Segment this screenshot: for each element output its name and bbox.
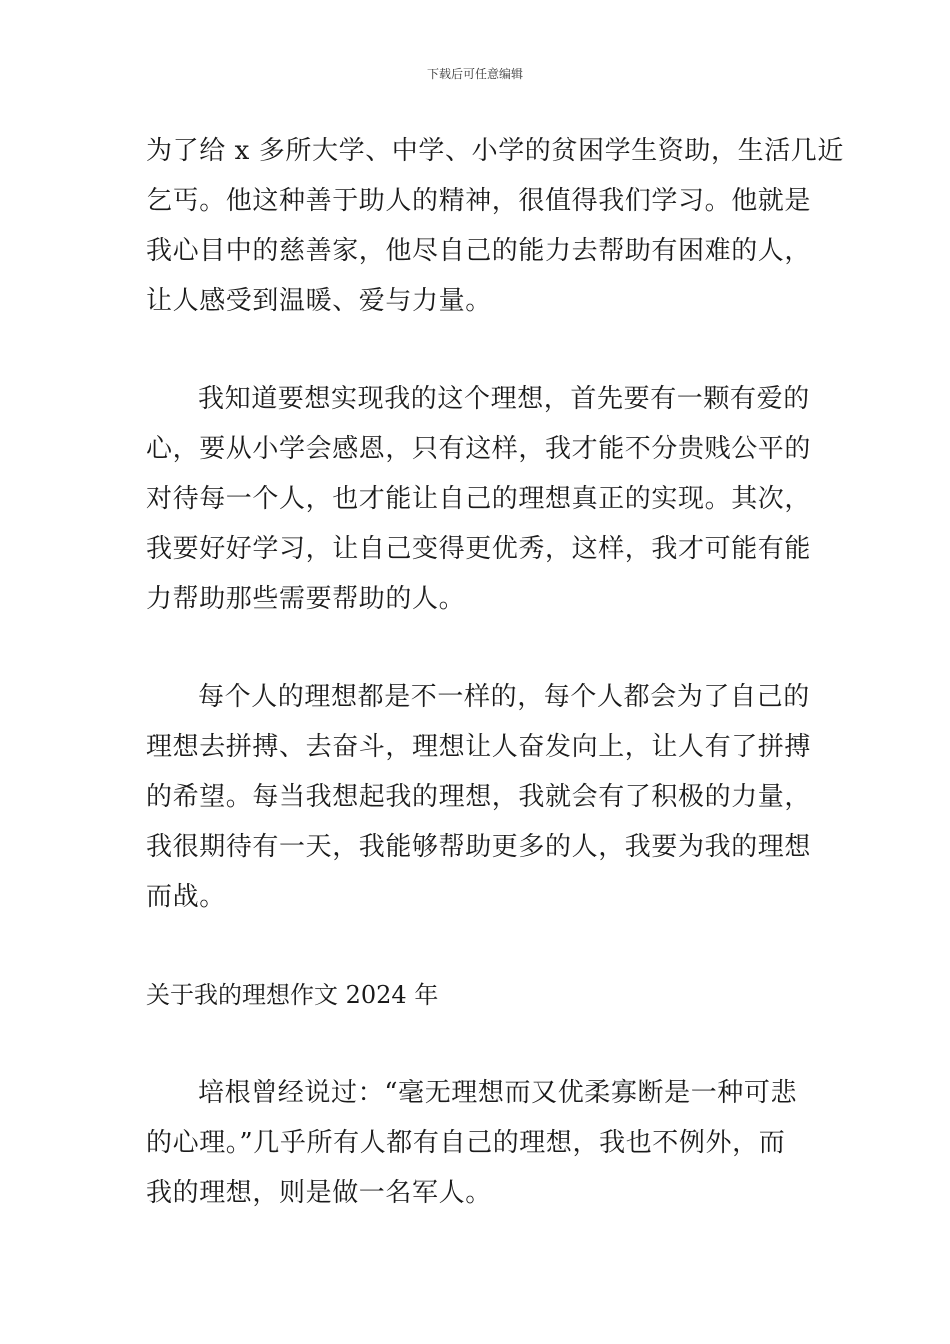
paragraph (146, 374, 812, 624)
text-line: 的希望。每当我想起我的理想，我就会有了积极的力量， (146, 782, 812, 812)
text-line: 为了给 x 多所大学、中学、小学的贫困学生资助，生活几近 (146, 136, 844, 166)
text-line: 培根曾经说过：“毫无理想而又优柔寡断是一种可悲 (198, 1078, 798, 1108)
paragraph (146, 672, 812, 922)
paragraph (146, 1068, 806, 1218)
text-line: 乞丐。他这种善于助人的精神，很值得我们学习。他就是 (146, 186, 812, 216)
text-line: 我要好好学习，让自己变得更优秀，这样，我才可能有能 (146, 534, 812, 564)
text-line: 心，要从小学会感恩，只有这样，我才能不分贵贱公平的 (146, 434, 812, 464)
paragraph-gap (146, 1020, 806, 1068)
document-body (146, 126, 844, 1218)
text-line: 理想去拼搏、去奋斗，理想让人奋发向上，让人有了拼搏 (146, 732, 812, 762)
text-line: 我知道要想实现我的这个理想，首先要有一颗有爱的 (198, 384, 810, 414)
paragraph-gap (146, 326, 806, 374)
text-line: 让人感受到温暖、爱与力量。 (146, 286, 492, 316)
text-line: 的心理。”几乎所有人都有自己的理想，我也不例外，而 (146, 1128, 786, 1158)
paragraph-gap (146, 624, 806, 672)
paragraph (146, 126, 844, 326)
text-line: 每个人的理想都是不一样的，每个人都会为了自己的 (198, 682, 810, 712)
text-line: 对待每一个人，也才能让自己的理想真正的实现。其次， (146, 484, 812, 514)
page-header-note: 下载后可任意编辑 (426, 67, 523, 81)
text-line: 我的理想，则是做一名军人。 (146, 1178, 492, 1208)
section-heading: 关于我的理想作文 2024 年 (146, 981, 439, 1009)
paragraph-gap (146, 922, 806, 970)
text-line: 我心目中的慈善家，他尽自己的能力去帮助有困难的人， (146, 236, 812, 266)
text-line: 我很期待有一天，我能够帮助更多的人，我要为我的理想 (146, 832, 812, 862)
text-line: 而战。 (146, 882, 226, 912)
text-line: 力帮助那些需要帮助的人。 (146, 584, 466, 614)
